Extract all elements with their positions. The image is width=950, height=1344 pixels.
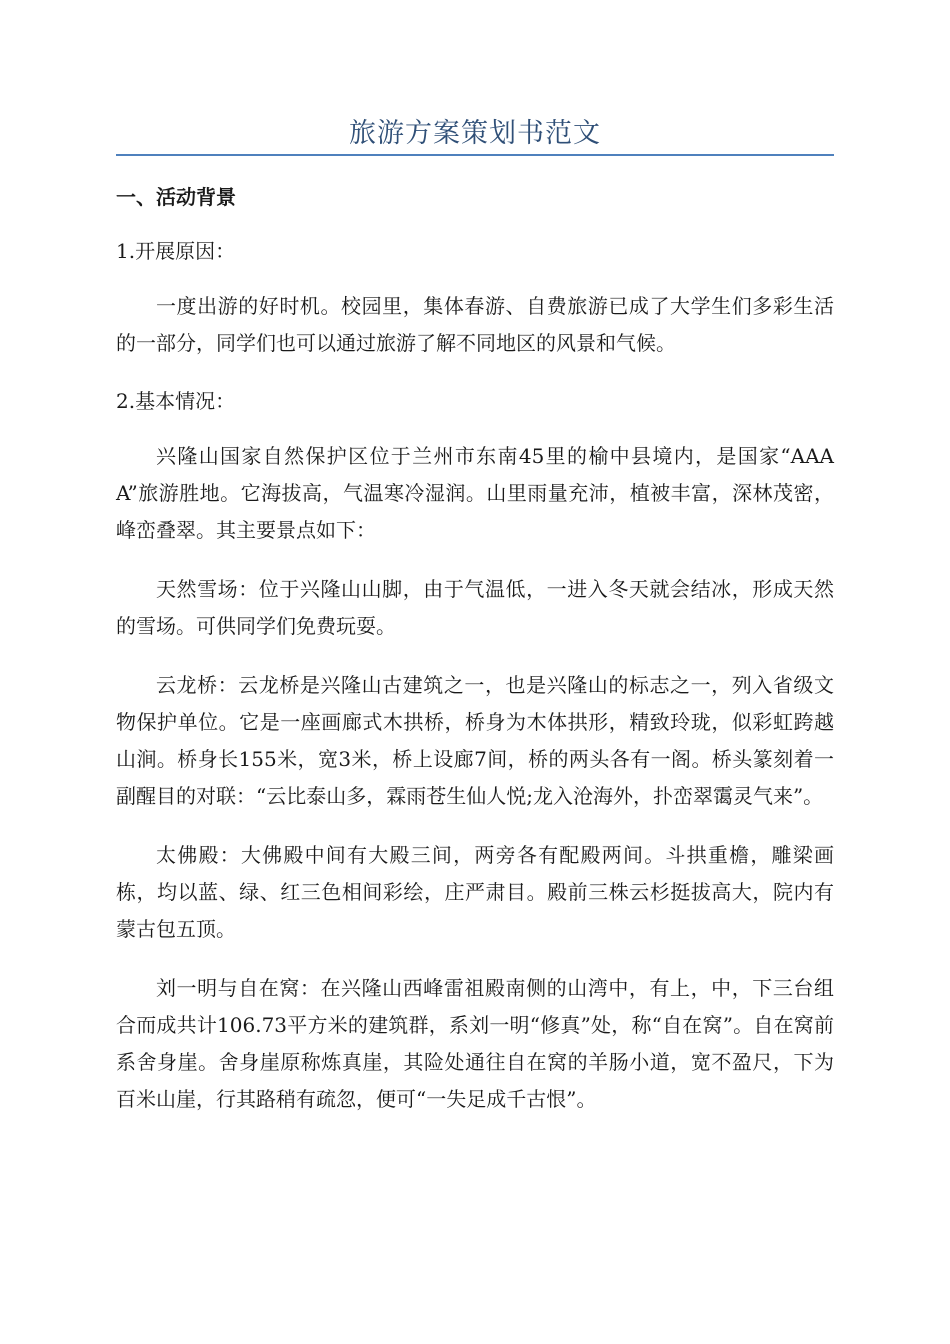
paragraph-ziza-wo: 刘一明与自在窝：在兴隆山西峰雷祖殿南侧的山湾中，有上，中，下三台组合而成共计106.73平方米的建筑群，系刘一明“修真”处，称“自在窝”。自在窝前系舍身崖。舍身崖原称炼真崖，其险处通往自在窝的羊肠小道，宽不盈尺，下为百米山崖，行其路稍有疏忽，便可“一失足成千古恨”。 (116, 976, 834, 1111)
section-heading-background: 一、活动背景 (116, 185, 236, 209)
subheading-basic-info: 2.基本情况： (116, 389, 236, 413)
paragraph-reasons: 一度出游的好时机。校园里，集体春游、自费旅游已成了大学生们多彩生活的一部分，同学们也可以通过旅游了解不同地区的风景和气候。 (116, 294, 834, 355)
document-page (116, 0, 834, 1138)
paragraph-buddha-hall: 太佛殿：大佛殿中间有大殿三间，两旁各有配殿两间。斗拱重檐，雕梁画栋，均以蓝、绿、红三色相间彩绘，庄严肃目。殿前三株云杉挺拔高大，院内有蒙古包五顶。 (116, 843, 834, 941)
paragraph-snow-field: 天然雪场：位于兴隆山山脚，由于气温低，一进入冬天就会结冰，形成天然的雪场。可供同学们免费玩耍。 (116, 577, 834, 638)
document-title: 旅游方案策划书范文 (349, 118, 601, 149)
paragraph-intro: 兴隆山国家自然保护区位于兰州市东南45里的榆中县境内，是国家“AAAA”旅游胜地。它海拔高，气温寒冷湿润。山里雨量充沛，植被丰富，深林茂密，峰峦叠翠。其主要景点如下： (116, 444, 834, 542)
subheading-reasons: 1.开展原因： (116, 239, 236, 263)
title-underline (116, 154, 834, 156)
paragraph-yunlong-bridge: 云龙桥：云龙桥是兴隆山古建筑之一，也是兴隆山的标志之一，列入省级文物保护单位。它是一座画廊式木拱桥，桥身为木体拱形，精致玲珑，似彩虹跨越山涧。桥身长155米，宽3米，桥上设廊7间，桥的两头各有一阁。桥头篆刻着一副醒目的对联：“云比泰山多，霖雨苍生仙人悦;龙入沧海外，扑峦翠霭灵气来”。 (116, 673, 834, 808)
